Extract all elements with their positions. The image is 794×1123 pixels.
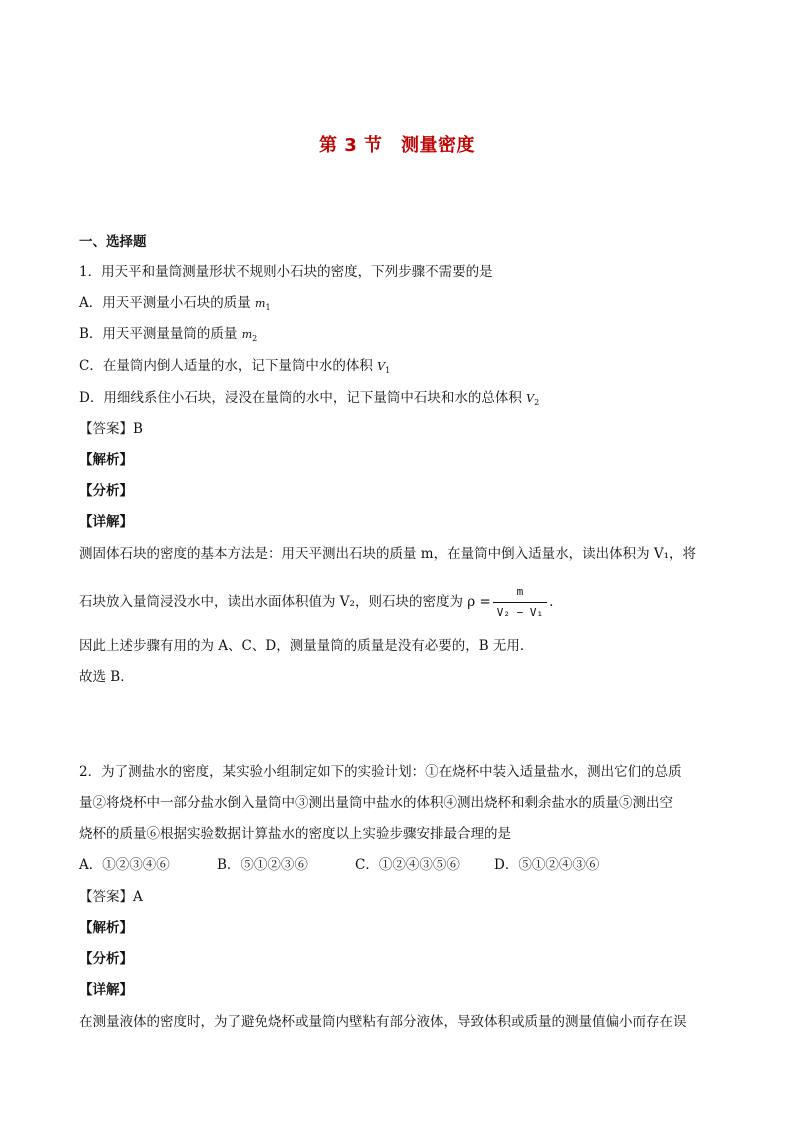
q1-option-a-var: m: [255, 297, 266, 310]
q1-option-b: [79, 325, 257, 348]
q2-option-b: B．⑤①②③⑥: [217, 857, 308, 873]
q1-detail-line2-post: .: [549, 594, 554, 610]
q1-option-a-text: A．用天平测量小石块的质量: [79, 295, 256, 311]
q2-answer: 【答案】A: [79, 889, 143, 905]
q1-option-d-sub: 2: [534, 398, 540, 407]
q2-option-a: A．①②③④⑥: [79, 857, 170, 873]
q1-detail-line2-pre: 石块放入量筒浸没水中，读出水面体积值为 V₂，则石块的密度为 ρ =: [79, 594, 491, 610]
q1-detail-line1: 测固体石块的密度的基本方法是：用天平测出石块的质量 m，在量筒中倒入适量水，读出体积为 V₁，将: [79, 546, 697, 562]
fraction-denominator: V₂ − V₁: [496, 606, 544, 619]
q1-option-a: [79, 294, 271, 317]
q1-fenxi-label: 【分析】: [79, 483, 133, 499]
q2-options-row: [79, 856, 599, 874]
q1-option-a-sub: 1: [265, 303, 271, 312]
q1-option-b-sub: 2: [252, 334, 258, 343]
q1-option-d-var: V: [526, 392, 535, 405]
q1-detail-label: 【详解】: [79, 514, 133, 530]
q2-analysis-label: 【解析】: [79, 920, 133, 936]
q2-stem-line3: 烧杯的质量⑥根据实验数据计算盐水的密度以上实验步骤安排最合理的是: [79, 826, 511, 842]
q1-option-b-var: m: [241, 328, 253, 341]
q1-option-c-var: V: [377, 360, 386, 373]
q1-detail-line3: 因此上述步骤有用的为 A、C、D，测量量筒的质量是没有必要的，B 无用．: [79, 638, 534, 654]
density-fraction: [493, 583, 547, 622]
q1-option-c-sub: 1: [385, 366, 391, 375]
q1-option-d: [79, 389, 539, 412]
q2-option-d: D．⑤①②④③⑥: [494, 857, 600, 873]
page-title: 第 3 节 测量密度: [318, 135, 476, 156]
q2-fenxi-label: 【分析】: [79, 951, 133, 967]
q2-stem-line2: 量②将烧杯中一部分盐水倒入量筒中③测出量筒中盐水的体积④测出烧杯和剩余盐水的质量⑤测出空: [79, 795, 673, 811]
q1-option-c-text: C．在量筒内倒人适量的水，记下量筒中水的体积: [79, 358, 378, 374]
q1-option-b-text: B．用天平测量量筒的质量: [79, 326, 242, 342]
q1-answer: 【答案】B: [79, 421, 143, 437]
q2-detail-label: 【详解】: [79, 982, 133, 998]
q1-stem: 1．用天平和量筒测量形状不规则小石块的密度，下列步骤不需要的是: [79, 264, 493, 280]
q1-option-c: [79, 357, 390, 380]
q2-option-c: C．①②④③⑤⑥: [355, 857, 460, 873]
q1-option-d-text: D．用细线系住小石块，浸没在量筒的水中，记下量筒中石块和水的总体积: [79, 390, 527, 406]
q2-detail-line1: 在测量液体的密度时，为了避免烧杯或量筒内壁粘有部分液体，导致体积或质量的测量值偏小而存在误: [79, 1014, 687, 1030]
q1-detail-line4: 故选 B．: [79, 669, 134, 685]
q2-stem-line1: 2．为了测盐水的密度，某实验小组制定如下的实验计划：①在烧杯中装入适量盐水，测出它们的总质: [79, 764, 682, 780]
q1-analysis-label: 【解析】: [79, 452, 133, 468]
section-heading: 一、选择题: [79, 234, 147, 250]
q1-detail-line2: [79, 583, 553, 622]
fraction-numerator: m: [493, 583, 547, 603]
